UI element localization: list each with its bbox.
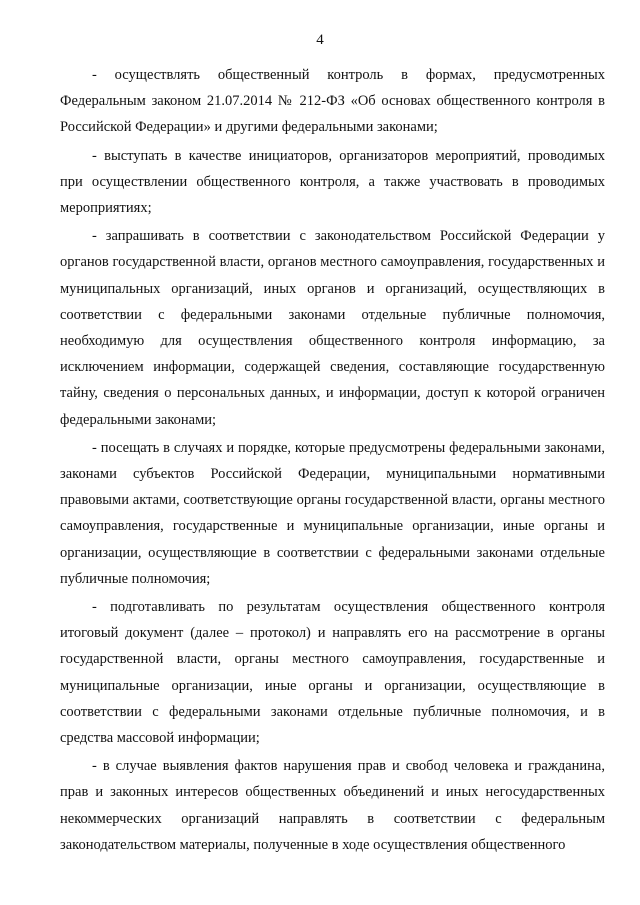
paragraph-violations-materials: - в случае выявления фактов нарушения прав и свобод человека и гражданина, прав и законных интересов общественных объединений и иных негосударственных некоммерческих организаций направлять в соответствии с федеральным законодательством материалы, полученные в ходе осуществления общественного (60, 758, 605, 853)
paragraph-visit-organizations: - посещать в случаях и порядке, которые предусмотрены федеральными законами, законами субъектов Российской Федерации, муниципальными нормативными правовыми актами, соответствующие органы государственной власти, органы местного самоуправления, государственные и муниципальные организации, иные органы и организации, осуществляющие в соответствии с федеральными законами отдельные публичные полномочия; (60, 439, 605, 587)
paragraph-request-information: - запрашивать в соответствии с законодательством Российской Федерации у органов государственной власти, органов местного самоуправления, государственных и муниципальных организаций, иных органов и организаций, осуществляющих в соответствии с федеральными законами отдельные публичные полномочия, необходимую для осуществления общественного контроля информацию, за исключением информации, содержащей сведения, составляющие государственную тайну, сведения о персональных данных, и информации, доступ к которой ограничен федеральными законами; (60, 228, 605, 428)
document-body (60, 62, 605, 858)
paragraph-initiators-organizers: - выступать в качестве инициаторов, организаторов мероприятий, проводимых при осуществлении общественного контроля, а также участвовать в проводимых мероприятиях; (60, 147, 605, 217)
paragraph-prepare-protocol: - подготавливать по результатам осуществления общественного контроля итоговый документ (далее – протокол) и направлять его на рассмотрение в органы государственной власти, органы местного самоуправления, государственные и муниципальные организации, иные органы и организации, осуществляющие в соответствии с федеральными законами отдельные публичные полномочия, и в средства массовой информации; (60, 599, 605, 747)
paragraph-public-control-forms: - осуществлять общественный контроль в формах, предусмотренных Федеральным законом 21.07.2014 № 212-ФЗ «Об основах общественного контроля в Российской Федерации» и другими федеральными законами; (60, 67, 605, 136)
page-number: 4 (316, 32, 324, 48)
